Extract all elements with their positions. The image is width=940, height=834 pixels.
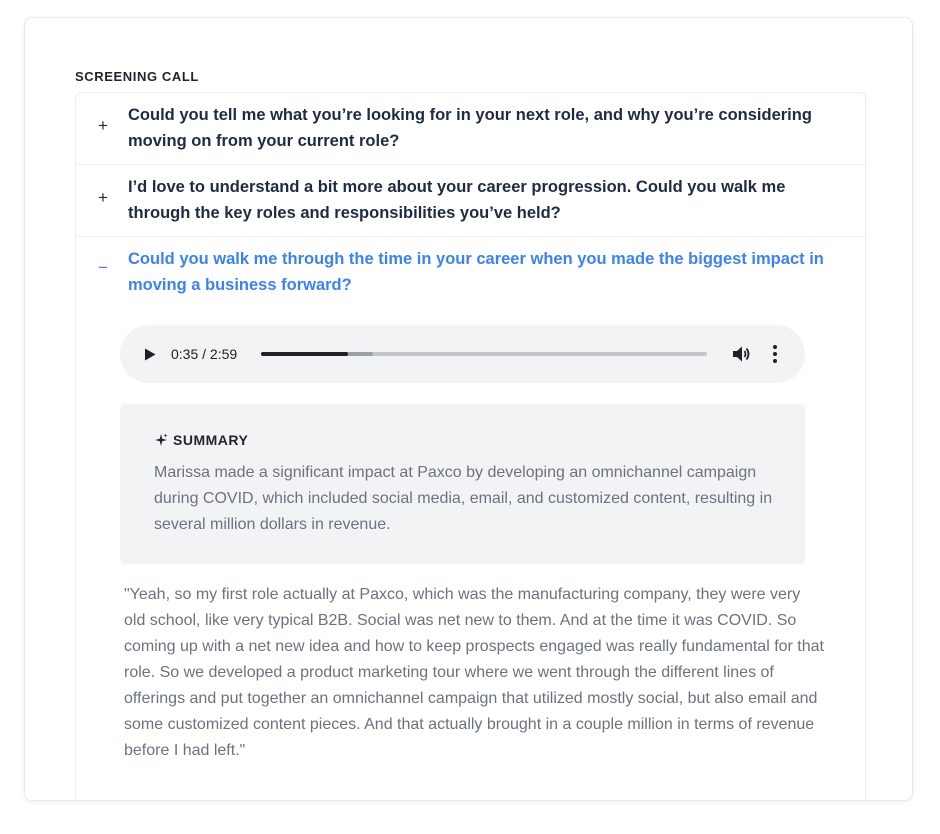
summary-heading-label: SUMMARY: [173, 432, 249, 448]
plus-icon[interactable]: +: [98, 116, 108, 135]
summary-box: [120, 404, 805, 564]
summary-heading: [154, 432, 248, 448]
question-header-1[interactable]: [76, 93, 865, 164]
section-title: SCREENING CALL: [75, 69, 199, 84]
summary-text: Marissa made a significant impact at Paxco by developing an omnichannel campaign during COVID, which included social media, email, and customized content, resulting in several million dollars in revenue.: [154, 464, 773, 533]
audio-player: [120, 325, 805, 383]
play-icon[interactable]: [144, 348, 156, 361]
sparkle-icon: [154, 433, 168, 447]
transcript-quote: "Yeah, so my first role actually at Paxco, which was the manufacturing company, they were very old school, like very typical B2B. Social was net new to them. And at the time it was COVID. So coming up with a net new idea and how to keep prospects engaged was really fundamental for that role. So we developed a product marketing tour where we went through the different lines of offerings and put together an omnichannel campaign that utilized mostly social, but also email and some customized content pieces. And that actually brought in a couple million in terms of revenue before I had left.": [124, 586, 824, 759]
minus-icon[interactable]: −: [98, 258, 108, 277]
playback-time: 0:35 / 2:59: [171, 346, 238, 362]
progress-fill: [261, 352, 348, 356]
questions-accordion: [75, 92, 866, 801]
question-item-3: [76, 237, 865, 778]
volume-icon[interactable]: [732, 345, 751, 363]
screening-call-card: [24, 17, 913, 801]
question-item-2: [76, 165, 865, 237]
question-text-2: I’d love to understand a bit more about your career progression. Could you walk me through the key roles and responsibilities you’ve held?: [128, 178, 786, 222]
question-item-1: [76, 93, 865, 165]
question-header-2[interactable]: [76, 165, 865, 236]
question-header-3[interactable]: [76, 237, 865, 308]
playback-progress-bar[interactable]: [261, 352, 707, 356]
more-vertical-icon[interactable]: [772, 344, 778, 364]
question-text-1: Could you tell me what you’re looking for in your next role, and why you’re considering moving on from your current role?: [128, 106, 812, 150]
plus-icon[interactable]: +: [98, 188, 108, 207]
question-text-3: Could you walk me through the time in your career when you made the biggest impact in moving a business forward?: [128, 250, 824, 294]
answer-panel: [76, 308, 865, 778]
